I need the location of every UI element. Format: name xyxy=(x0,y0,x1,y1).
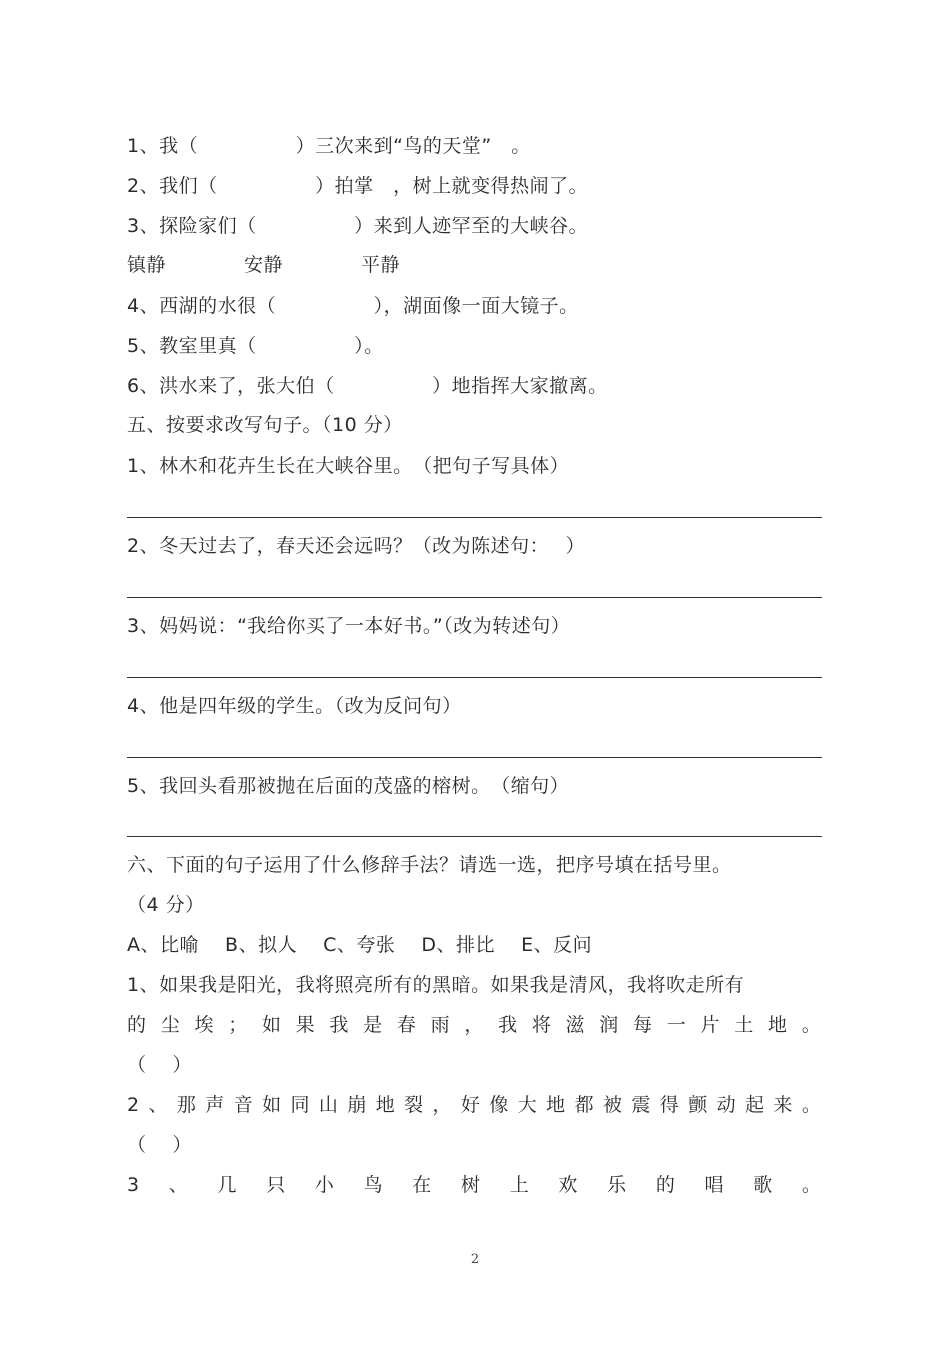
q5-3: 3、妈妈说：“我给你买了一本好书。”（改为转述句） xyxy=(127,615,571,637)
q4-2: 2、我们（ ）拍掌 ，树上就变得热闹了。 xyxy=(127,175,589,197)
q4-6: 6、洪水来了，张大伯（ ）地指挥大家撤离。 xyxy=(127,375,608,397)
text-char: 我 xyxy=(498,1014,518,1036)
text-char: 滋 xyxy=(565,1014,585,1036)
text-char: 。 xyxy=(801,1174,821,1196)
text-char: 将 xyxy=(531,1014,551,1036)
text-char: 动 xyxy=(716,1094,736,1116)
text-char: 树 xyxy=(461,1174,481,1196)
q4-3: 3、探险家们（ ）来到人迹罕至的大峡谷。 xyxy=(127,215,589,237)
text-char: ， xyxy=(464,1014,484,1036)
q6-1-line1: 1、如果我是阳光，我将照亮所有的黑暗。如果我是清风，我将吹走所有 xyxy=(127,974,745,996)
text-char: 震 xyxy=(631,1094,651,1116)
text-char: 声 xyxy=(205,1094,225,1116)
q5-4: 4、他是四年级的学生。（改为反问句） xyxy=(127,695,462,717)
text-char: 、 xyxy=(148,1094,168,1116)
text-char: 山 xyxy=(318,1094,338,1116)
text-char: 那 xyxy=(176,1094,196,1116)
text-char: 都 xyxy=(574,1094,594,1116)
text-char: 、 xyxy=(168,1174,188,1196)
q4-1: 1、我（ ）三次来到“鸟的天堂” 。 xyxy=(127,135,531,157)
text-char: 几 xyxy=(217,1174,237,1196)
text-char: 音 xyxy=(233,1094,253,1116)
text-char: 地 xyxy=(546,1094,566,1116)
text-char: 2 xyxy=(127,1094,140,1116)
q6-1-line2 xyxy=(127,1013,821,1037)
text-char: 地 xyxy=(375,1094,395,1116)
text-char: 得 xyxy=(659,1094,679,1116)
q5-5: 5、我回头看那被抛在后面的茂盛的榕树。 （缩句） xyxy=(127,775,570,797)
text-char: 如 xyxy=(261,1014,281,1036)
answer-line-4[interactable] xyxy=(127,757,822,758)
text-char: 在 xyxy=(412,1174,432,1196)
text-char: 唱 xyxy=(704,1174,724,1196)
text-char: 只 xyxy=(266,1174,286,1196)
text-char: 鸟 xyxy=(363,1174,383,1196)
rhetoric-options: A、比喻 B、拟人 C、夸张 D、排比 E、反问 xyxy=(127,934,593,956)
section-5-heading: 五、按要求改写句子。（10 分） xyxy=(127,414,403,436)
text-char: 尘 xyxy=(160,1014,180,1036)
text-char: 歌 xyxy=(753,1174,773,1196)
text-char: 我 xyxy=(329,1014,349,1036)
word-choices: 镇静 安静 平静 xyxy=(127,254,401,276)
text-char: 是 xyxy=(363,1014,383,1036)
text-char: 像 xyxy=(489,1094,509,1116)
text-char: 好 xyxy=(460,1094,480,1116)
q4-4: 4、西湖的水很（ ），湖面像一面大镜子。 xyxy=(127,295,579,317)
text-char: 崩 xyxy=(347,1094,367,1116)
q6-2-answer-blank[interactable]: （ ） xyxy=(127,1134,193,1156)
text-char: 片 xyxy=(700,1014,720,1036)
text-char: 埃 xyxy=(194,1014,214,1036)
text-char: 颤 xyxy=(688,1094,708,1116)
text-char: 来 xyxy=(773,1094,793,1116)
text-char: 。 xyxy=(801,1014,821,1036)
text-char: 每 xyxy=(633,1014,653,1036)
text-char: 的 xyxy=(655,1174,675,1196)
q6-1-answer-blank[interactable]: （ ） xyxy=(127,1054,193,1076)
text-char: 润 xyxy=(599,1014,619,1036)
text-char: 如 xyxy=(262,1094,282,1116)
text-char: ； xyxy=(228,1014,248,1036)
text-char: 小 xyxy=(314,1174,334,1196)
q6-3-line1 xyxy=(127,1173,821,1197)
answer-line-1[interactable] xyxy=(127,517,822,518)
answer-line-5[interactable] xyxy=(127,836,822,837)
text-char: 的 xyxy=(127,1014,147,1036)
text-char: ， xyxy=(432,1094,452,1116)
text-char: 雨 xyxy=(430,1014,450,1036)
text-char: 。 xyxy=(801,1094,821,1116)
text-char: 上 xyxy=(509,1174,529,1196)
text-char: 3 xyxy=(127,1174,140,1196)
q6-2-line1 xyxy=(127,1093,821,1117)
text-char: 果 xyxy=(295,1014,315,1036)
text-char: 同 xyxy=(290,1094,310,1116)
text-char: 欢 xyxy=(558,1174,578,1196)
section-6-heading: 六、下面的句子运用了什么修辞手法？请选一选，把序号填在括号里。 xyxy=(127,854,732,876)
text-char: 春 xyxy=(396,1014,416,1036)
answer-line-3[interactable] xyxy=(127,677,822,678)
text-char: 地 xyxy=(767,1014,787,1036)
q5-2: 2、冬天过去了，春天还会远吗？（改为陈述句： ） xyxy=(127,535,586,557)
text-char: 起 xyxy=(745,1094,765,1116)
text-char: 被 xyxy=(602,1094,622,1116)
text-char: 裂 xyxy=(404,1094,424,1116)
text-char: 大 xyxy=(517,1094,537,1116)
page-number: 2 xyxy=(470,1252,480,1267)
q5-1: 1、林木和花卉生长在大峡谷里。 （把句子写具体） xyxy=(127,455,570,477)
q4-5: 5、教室里真（ ）。 xyxy=(127,335,384,357)
answer-line-2[interactable] xyxy=(127,597,822,598)
section-6-score: （4 分） xyxy=(127,894,205,916)
text-char: 一 xyxy=(666,1014,686,1036)
text-char: 土 xyxy=(734,1014,754,1036)
text-char: 乐 xyxy=(607,1174,627,1196)
